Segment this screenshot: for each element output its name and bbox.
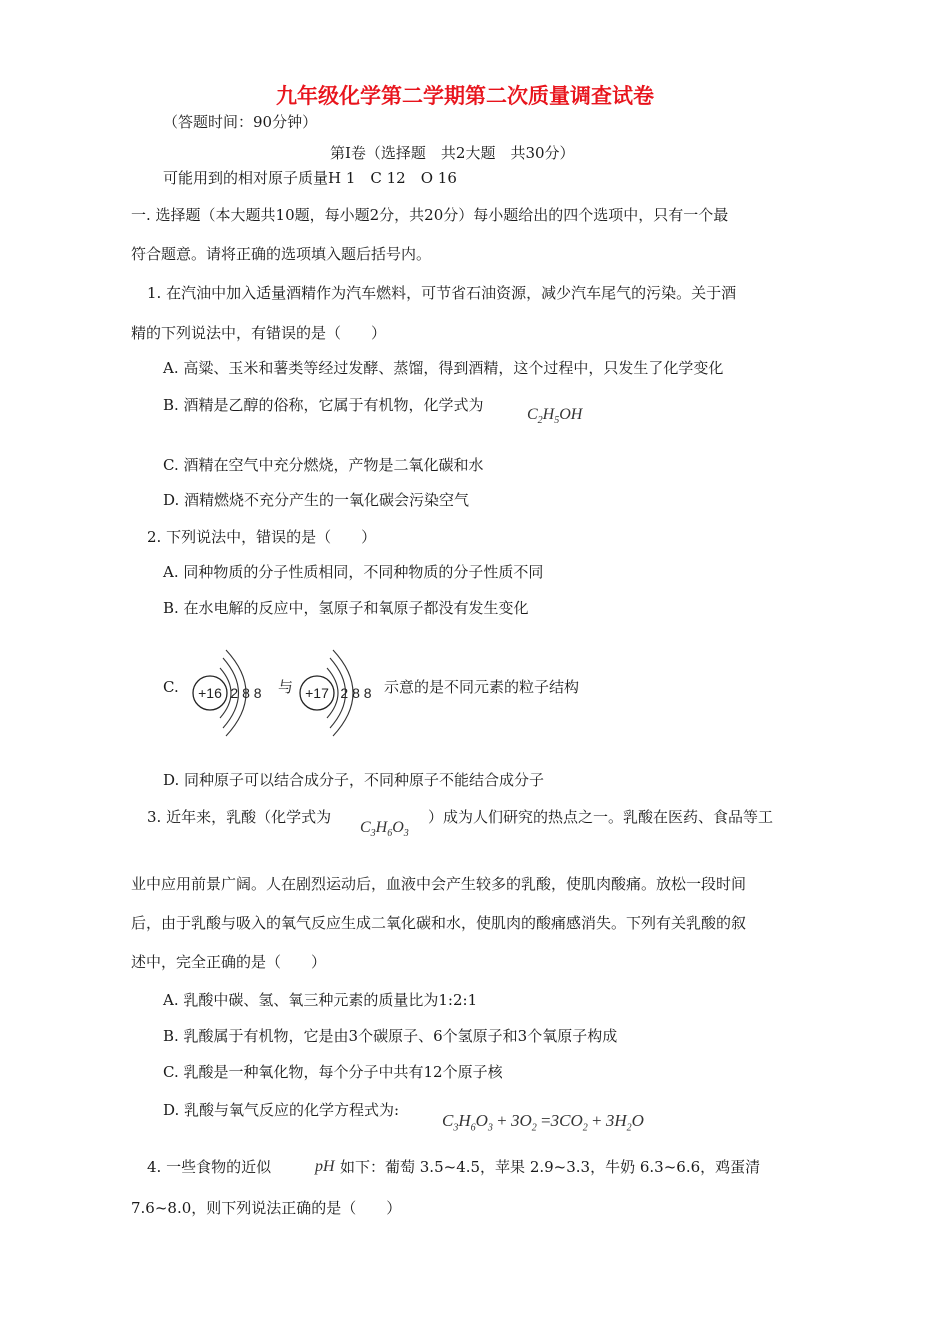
q3-equation: $C_3H_6O_3 + 3O_2 =3CO_2 + 3H_2O$ xyxy=(442,1111,644,1134)
q4-line1-pre: 4. 一些食物的近似 xyxy=(147,1158,272,1176)
q1-formula-ethanol: $C_2H_5OH$ xyxy=(527,406,583,427)
atom1-shell-electrons: 2 8 8 xyxy=(230,685,262,701)
q3-formula-lactic-acid: $C_3H_6O_3$ xyxy=(360,819,409,840)
q4-line1-post: 如下：葡萄 3.5~4.5，苹果 2.9~3.3，牛奶 6.3~6.6，鸡蛋清 xyxy=(340,1158,761,1176)
q2-option-c-text: 示意的是不同元素的粒子结构 xyxy=(384,678,580,696)
q2-option-d: D. 同种原子可以结合成分子，不同种原子不能结合成分子 xyxy=(163,771,545,789)
q2-option-c-label: C. xyxy=(163,678,179,696)
q3-option-a: A. 乳酸中碳、氢、氧三种元素的质量比为1:2:1 xyxy=(163,991,478,1009)
q3-option-d: D. 乳酸与氧气反应的化学方程式为: xyxy=(163,1101,400,1119)
q2-option-c-connector: 与 xyxy=(278,678,294,696)
q1-line2: 精的下列说法中，有错误的是（ ） xyxy=(131,324,387,342)
part1-heading: 第Ⅰ卷（选择题 共2大题 共30分） xyxy=(330,144,575,162)
atom-diagram-cl xyxy=(300,650,372,736)
atomic-masses: 可能用到的相对原子质量H 1 C 12 O 16 xyxy=(163,169,457,187)
atom2-nucleus: +17 xyxy=(305,685,329,701)
section1-line2: 符合题意。请将正确的选项填入题后括号内。 xyxy=(131,245,432,263)
q3-line3: 后，由于乳酸与吸入的氧气反应生成二氧化碳和水，使肌肉的酸痛感消失。下列有关乳酸的叙 xyxy=(131,914,747,932)
q3-option-c: C. 乳酸是一种氧化物，每个分子中共有12个原子核 xyxy=(163,1063,503,1081)
q4-line2: 7.6~8.0，则下列说法正确的是（ ） xyxy=(131,1199,402,1217)
time-note: （答题时间：90分钟） xyxy=(163,113,318,131)
q1-option-b: B. 酒精是乙醇的俗称，它属于有机物，化学式为 xyxy=(163,396,484,414)
section1-line1: 一. 选择题（本大题共10题，每小题2分，共20分）每小题给出的四个选项中，只有一个最 xyxy=(131,206,729,224)
q1-option-a: A. 高粱、玉米和薯类等经过发酵、蒸馏，得到酒精，这个过程中，只发生了化学变化 xyxy=(163,359,724,377)
q1-option-c: C. 酒精在空气中充分燃烧，产物是二氧化碳和水 xyxy=(163,456,484,474)
atom1-nucleus: +16 xyxy=(198,685,222,701)
page-title: 九年级化学第二学期第二次质量调查试卷 xyxy=(276,83,654,108)
q3-option-b: B. 乳酸属于有机物，它是由3个碳原子、6个氢原子和3个氧原子构成 xyxy=(163,1027,618,1045)
q3-line4: 述中，完全正确的是（ ） xyxy=(131,953,327,971)
q1-line1: 1. 在汽油中加入适量酒精作为汽车燃料，可节省石油资源，减少汽车尾气的污染。关于酒 xyxy=(147,284,737,302)
q3-line1-pre: 3. 近年来，乳酸（化学式为 xyxy=(147,808,332,826)
atom2-shell-electrons: 2 8 8 xyxy=(340,685,372,701)
q2-option-a: A. 同种物质的分子性质相同，不同种物质的分子性质不同 xyxy=(163,563,544,581)
q2-option-b: B. 在水电解的反应中，氢原子和氧原子都没有发生变化 xyxy=(163,599,529,617)
q3-line2: 业中应用前景广阔。人在剧烈运动后，血液中会产生较多的乳酸，使肌肉酸痛。放松一段时间 xyxy=(131,875,747,893)
q3-line1-post: ）成为人们研究的热点之一。乳酸在医药、食品等工 xyxy=(428,808,774,826)
q1-option-d: D. 酒精燃烧不充分产生的一氧化碳会污染空气 xyxy=(163,491,470,509)
atom-diagram-s xyxy=(193,650,262,736)
q2-stem: 2. 下列说法中，错误的是（ ） xyxy=(147,528,377,546)
q4-ph: pH xyxy=(315,1158,335,1175)
